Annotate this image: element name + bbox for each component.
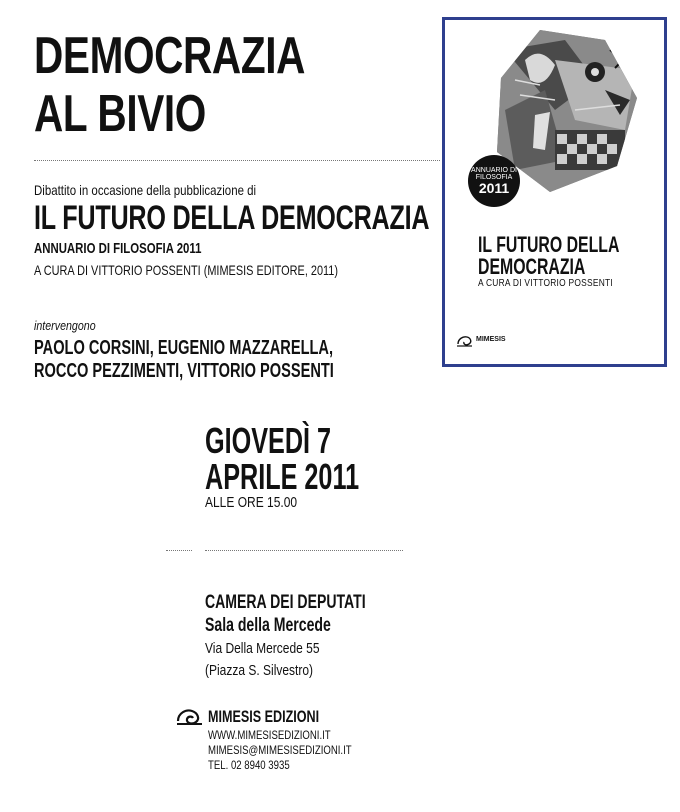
- cover-imprint: MIMESIS: [476, 336, 506, 343]
- venue-name: CAMERA DEI DEPUTATI: [205, 592, 366, 613]
- book-editor: A CURA DI VITTORIO POSSENTI (MIMESIS EDITORE, 2011): [34, 262, 339, 278]
- book-subtitle: ANNUARIO DI FILOSOFIA 2011: [34, 240, 202, 257]
- publisher-email-link[interactable]: MIMESIS@MIMESISEDIZIONI.IT: [208, 743, 352, 757]
- snail-spiral-icon: [176, 707, 204, 727]
- book-title: IL FUTURO DELLA DEMOCRAZIA: [34, 199, 430, 237]
- divider-short: [166, 550, 192, 551]
- headline-line-2: AL BIVIO: [34, 85, 206, 143]
- venue-note: (Piazza S. Silvestro): [205, 662, 314, 679]
- cover-badge-year: 2011: [478, 180, 510, 196]
- divider-top: [34, 160, 440, 161]
- cover-badge-line-1: ANNUARIO DI: [471, 167, 517, 174]
- cover-editor: A CURA DI VITTORIO POSSENTI: [478, 278, 614, 289]
- speakers-line-2: ROCCO PEZZIMENTI, VITTORIO POSSENTI: [34, 360, 334, 382]
- publisher-phone: TEL. 02 8940 3935: [208, 758, 290, 772]
- speakers-label: intervengono: [34, 318, 96, 333]
- cover-title-line-1: IL FUTURO DELLA: [478, 232, 620, 257]
- event-time: ALLE ORE 15.00: [205, 494, 298, 511]
- publisher-website-link[interactable]: WWW.MIMESISEDIZIONI.IT: [208, 728, 331, 742]
- publisher-name: MIMESIS EDIZIONI: [208, 707, 320, 726]
- event-month-year: APRILE 2011: [205, 456, 360, 497]
- cover-badge: [468, 155, 520, 207]
- divider-long: [205, 550, 403, 551]
- cover-title-line-2: DEMOCRAZIA: [478, 254, 586, 279]
- book-cover: [442, 17, 667, 367]
- intro-text: Dibattito in occasione della pubblicazione di: [34, 182, 257, 198]
- event-day: GIOVEDÌ 7: [205, 420, 332, 461]
- venue-address: Via Della Mercede 55: [205, 640, 320, 657]
- venue-room: Sala della Mercede: [205, 615, 331, 636]
- cover-badge-line-2: FILOSOFIA: [475, 174, 513, 181]
- cover-snail-icon: [457, 335, 473, 347]
- headline-line-1: DEMOCRAZIA: [34, 27, 305, 85]
- speakers-line-1: PAOLO CORSINI, EUGENIO MAZZARELLA,: [34, 337, 334, 359]
